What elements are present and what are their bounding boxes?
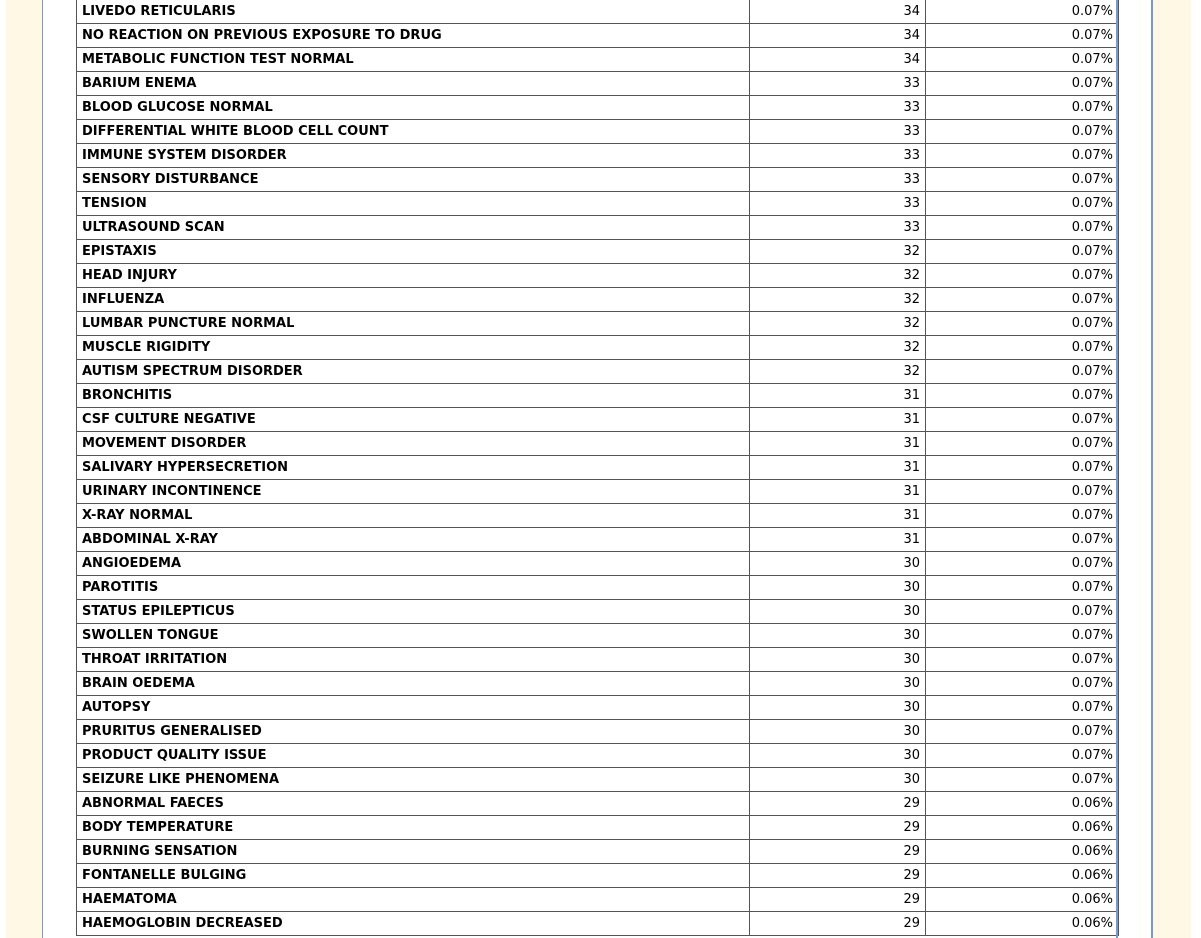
report-percent-cell: 0.07% (926, 696, 1119, 720)
report-percent-cell: 0.07% (926, 192, 1119, 216)
report-count-cell: 31 (750, 456, 926, 480)
report-percent-cell: 0.06% (926, 864, 1119, 888)
report-percent-cell: 0.07% (926, 48, 1119, 72)
report-count-cell: 29 (750, 816, 926, 840)
table-row (77, 144, 1119, 168)
table-row (77, 384, 1119, 408)
report-percent-cell: 0.07% (926, 432, 1119, 456)
table-row (77, 0, 1119, 24)
report-percent-cell: 0.07% (926, 648, 1119, 672)
report-count-cell: 31 (750, 384, 926, 408)
report-count-cell: 30 (750, 744, 926, 768)
table-row (77, 912, 1119, 936)
table-row (77, 216, 1119, 240)
report-count-cell: 33 (750, 192, 926, 216)
report-percent-cell: 0.07% (926, 336, 1119, 360)
reaction-name-cell: ABDOMINAL X-RAY (77, 528, 750, 552)
reaction-name-cell: ANGIOEDEMA (77, 552, 750, 576)
reaction-name-cell: AUTISM SPECTRUM DISORDER (77, 360, 750, 384)
report-percent-cell: 0.07% (926, 168, 1119, 192)
reaction-name-cell: BODY TEMPERATURE (77, 816, 750, 840)
table-row (77, 360, 1119, 384)
report-percent-cell: 0.07% (926, 456, 1119, 480)
reaction-name-cell: TENSION (77, 192, 750, 216)
report-count-cell: 29 (750, 864, 926, 888)
report-percent-cell: 0.07% (926, 624, 1119, 648)
reaction-name-cell: LUMBAR PUNCTURE NORMAL (77, 312, 750, 336)
reaction-name-cell: BRONCHITIS (77, 384, 750, 408)
report-percent-cell: 0.07% (926, 264, 1119, 288)
reaction-name-cell: SEIZURE LIKE PHENOMENA (77, 768, 750, 792)
report-count-cell: 34 (750, 48, 926, 72)
reaction-name-cell: ULTRASOUND SCAN (77, 216, 750, 240)
report-percent-cell: 0.07% (926, 240, 1119, 264)
report-percent-cell: 0.07% (926, 576, 1119, 600)
table-row (77, 576, 1119, 600)
report-percent-cell: 0.07% (926, 72, 1119, 96)
table-row (77, 600, 1119, 624)
table-row (77, 648, 1119, 672)
table-row (77, 192, 1119, 216)
table-right-border (1116, 0, 1118, 938)
table-row (77, 480, 1119, 504)
report-percent-cell: 0.07% (926, 288, 1119, 312)
table-row (77, 672, 1119, 696)
table-row (77, 864, 1119, 888)
reaction-name-cell: BARIUM ENEMA (77, 72, 750, 96)
report-count-cell: 30 (750, 624, 926, 648)
report-percent-cell: 0.06% (926, 888, 1119, 912)
reaction-name-cell: BURNING SENSATION (77, 840, 750, 864)
table-row (77, 96, 1119, 120)
report-count-cell: 29 (750, 792, 926, 816)
report-count-cell: 32 (750, 360, 926, 384)
reaction-name-cell: BRAIN OEDEMA (77, 672, 750, 696)
report-count-cell: 33 (750, 216, 926, 240)
table-row (77, 408, 1119, 432)
report-percent-cell: 0.06% (926, 840, 1119, 864)
reaction-name-cell: SENSORY DISTURBANCE (77, 168, 750, 192)
report-count-cell: 33 (750, 120, 926, 144)
report-count-cell: 30 (750, 696, 926, 720)
table-row (77, 168, 1119, 192)
report-percent-cell: 0.07% (926, 120, 1119, 144)
reaction-name-cell: MUSCLE RIGIDITY (77, 336, 750, 360)
reaction-name-cell: FONTANELLE BULGING (77, 864, 750, 888)
report-percent-cell: 0.07% (926, 768, 1119, 792)
report-percent-cell: 0.07% (926, 528, 1119, 552)
report-count-cell: 30 (750, 768, 926, 792)
report-percent-cell: 0.06% (926, 816, 1119, 840)
table-row (77, 72, 1119, 96)
report-percent-cell: 0.06% (926, 912, 1119, 936)
reaction-name-cell: AUTOPSY (77, 696, 750, 720)
report-count-cell: 34 (750, 0, 926, 24)
reaction-name-cell: ABNORMAL FAECES (77, 792, 750, 816)
report-count-cell: 32 (750, 240, 926, 264)
reaction-name-cell: SALIVARY HYPERSECRETION (77, 456, 750, 480)
report-count-cell: 31 (750, 504, 926, 528)
reaction-name-cell: DIFFERENTIAL WHITE BLOOD CELL COUNT (77, 120, 750, 144)
reaction-name-cell: BLOOD GLUCOSE NORMAL (77, 96, 750, 120)
page-background-left (6, 0, 42, 938)
report-percent-cell: 0.07% (926, 600, 1119, 624)
reaction-name-cell: PAROTITIS (77, 576, 750, 600)
table-row (77, 888, 1119, 912)
report-count-cell: 33 (750, 72, 926, 96)
report-count-cell: 32 (750, 312, 926, 336)
report-count-cell: 30 (750, 720, 926, 744)
report-percent-cell: 0.07% (926, 312, 1119, 336)
report-percent-cell: 0.07% (926, 0, 1119, 24)
table-row (77, 504, 1119, 528)
report-percent-cell: 0.07% (926, 408, 1119, 432)
table-row (77, 720, 1119, 744)
report-percent-cell: 0.07% (926, 216, 1119, 240)
report-percent-cell: 0.06% (926, 792, 1119, 816)
report-count-cell: 30 (750, 600, 926, 624)
reaction-name-cell: HEAD INJURY (77, 264, 750, 288)
reaction-name-cell: CSF CULTURE NEGATIVE (77, 408, 750, 432)
table-row (77, 312, 1119, 336)
reaction-name-cell: IMMUNE SYSTEM DISORDER (77, 144, 750, 168)
report-count-cell: 29 (750, 840, 926, 864)
report-percent-cell: 0.07% (926, 144, 1119, 168)
report-count-cell: 33 (750, 144, 926, 168)
report-percent-cell: 0.07% (926, 480, 1119, 504)
report-count-cell: 30 (750, 576, 926, 600)
report-count-cell: 31 (750, 528, 926, 552)
reaction-name-cell: X-RAY NORMAL (77, 504, 750, 528)
table-row (77, 120, 1119, 144)
report-percent-cell: 0.07% (926, 720, 1119, 744)
report-count-cell: 30 (750, 552, 926, 576)
table-row (77, 816, 1119, 840)
report-percent-cell: 0.07% (926, 360, 1119, 384)
table-body (77, 0, 1119, 936)
report-percent-cell: 0.07% (926, 96, 1119, 120)
report-percent-cell: 0.07% (926, 504, 1119, 528)
table-row (77, 48, 1119, 72)
table-row (77, 24, 1119, 48)
adverse-event-table (76, 0, 1119, 936)
report-count-cell: 29 (750, 888, 926, 912)
table-row (77, 840, 1119, 864)
report-count-cell: 33 (750, 168, 926, 192)
reaction-name-cell: MOVEMENT DISORDER (77, 432, 750, 456)
reaction-name-cell: SWOLLEN TONGUE (77, 624, 750, 648)
report-count-cell: 32 (750, 336, 926, 360)
table-row (77, 240, 1119, 264)
reaction-name-cell: HAEMATOMA (77, 888, 750, 912)
report-count-cell: 34 (750, 24, 926, 48)
reaction-name-cell: PRURITUS GENERALISED (77, 720, 750, 744)
report-count-cell: 29 (750, 912, 926, 936)
table-row (77, 624, 1119, 648)
table-row (77, 288, 1119, 312)
table-row (77, 768, 1119, 792)
table-row (77, 456, 1119, 480)
report-count-cell: 32 (750, 288, 926, 312)
table-row (77, 264, 1119, 288)
reaction-name-cell: EPISTAXIS (77, 240, 750, 264)
report-percent-cell: 0.07% (926, 672, 1119, 696)
table-row (77, 744, 1119, 768)
reaction-name-cell: INFLUENZA (77, 288, 750, 312)
reaction-name-cell: LIVEDO RETICULARIS (77, 0, 750, 24)
table-row (77, 696, 1119, 720)
table-row (77, 336, 1119, 360)
reaction-name-cell: HAEMOGLOBIN DECREASED (77, 912, 750, 936)
report-count-cell: 33 (750, 96, 926, 120)
report-count-cell: 31 (750, 432, 926, 456)
report-count-cell: 30 (750, 672, 926, 696)
reaction-name-cell: METABOLIC FUNCTION TEST NORMAL (77, 48, 750, 72)
reaction-name-cell: URINARY INCONTINENCE (77, 480, 750, 504)
report-percent-cell: 0.07% (926, 552, 1119, 576)
report-percent-cell: 0.07% (926, 24, 1119, 48)
table-row (77, 432, 1119, 456)
table-row (77, 528, 1119, 552)
report-count-cell: 30 (750, 648, 926, 672)
report-count-cell: 32 (750, 264, 926, 288)
reaction-name-cell: THROAT IRRITATION (77, 648, 750, 672)
table-row (77, 552, 1119, 576)
report-count-cell: 31 (750, 408, 926, 432)
reaction-name-cell: NO REACTION ON PREVIOUS EXPOSURE TO DRUG (77, 24, 750, 48)
page-background-right (1153, 0, 1191, 938)
reaction-name-cell: PRODUCT QUALITY ISSUE (77, 744, 750, 768)
report-count-cell: 31 (750, 480, 926, 504)
report-percent-cell: 0.07% (926, 384, 1119, 408)
reaction-name-cell: STATUS EPILEPTICUS (77, 600, 750, 624)
report-percent-cell: 0.07% (926, 744, 1119, 768)
table-row (77, 792, 1119, 816)
